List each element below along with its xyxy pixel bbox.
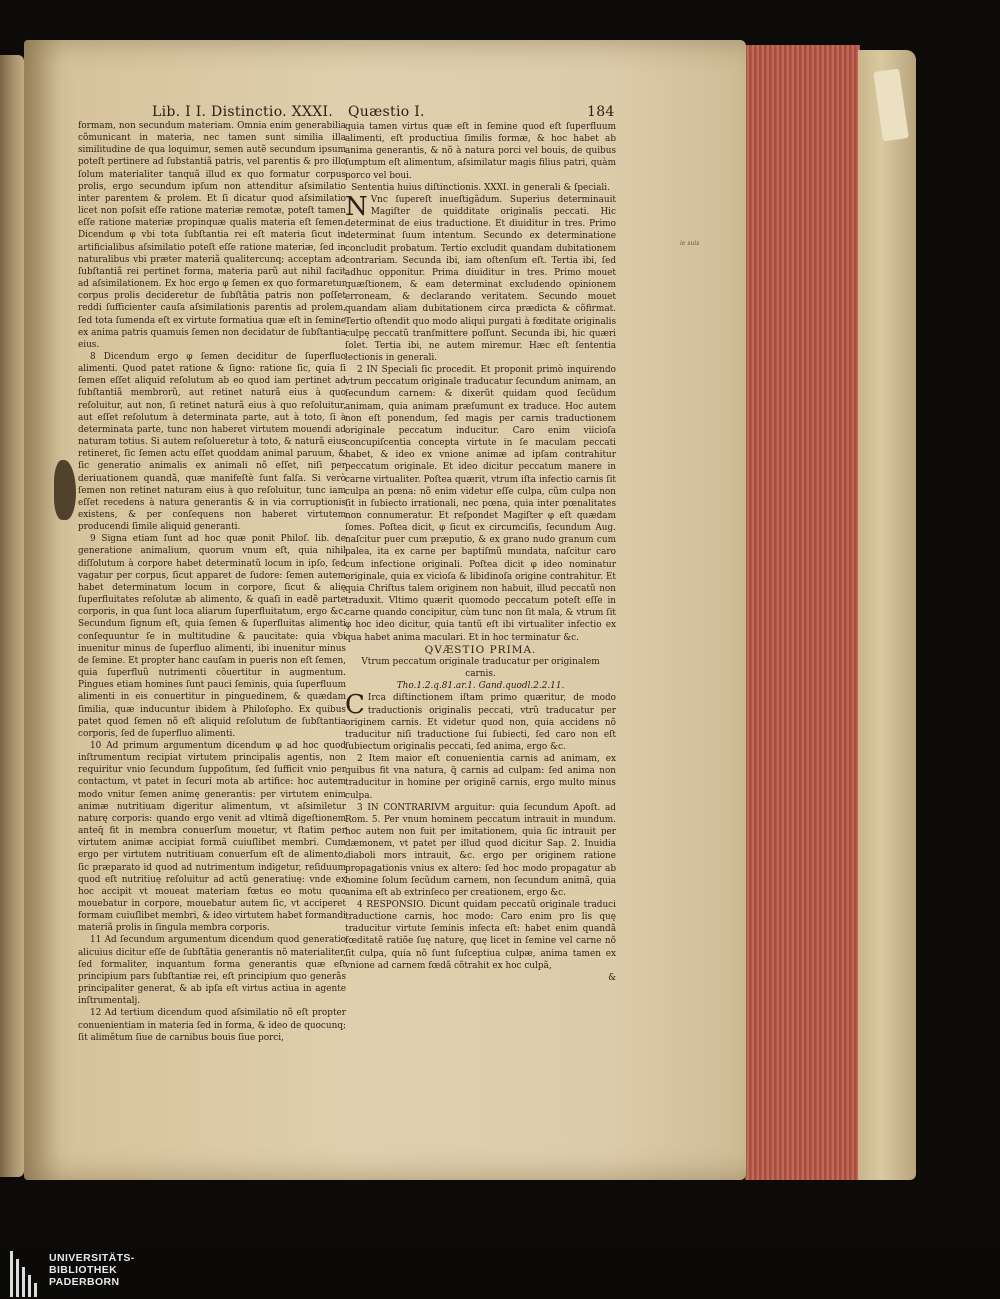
paragraph: 9 Signa etiam ſunt ad hoc quæ ponit Philoſ. lib. de generatione animalium, quorum vnum eſt, quia nihil diſſolutum à corpore habet determinatũ locum in ipſo, ſed vagatur per corpus, ſicut apparet de ſudore: ſemen autem habet determinatum locum in corpore, ſicut & alię ſuperfluitates reſolutæ ab alimento, & quaſi in eadẽ parte corporis, in qua ſunt loca aliarum ſuperfluitatum, ergo &c. Secundum ſignum eſt, quia ſemen & ſuperfluitas alimenti conſequuntur ſe in multitudine & paucitate: quia vbi inuenitur minus de ſuperfluo alimenti, ibi inuenitur minus de ſemine. Et propter hanc cauſam in pueris non eſt ſemen, quia ſuperfluũ nutrimenti cõuertitur in augmentum. Pingues etiam homines ſunt pauci ſeminis, quia ſuperfluum alimenti in eis conuertitur in pinguedinem, & quædam ſimilia, quæ inducuntur ibidem à Philoſopho. Ex quibus patet quod ſemen nõ eſt aliquid reſolutum de ſubſtantia corporis, ſed de ſuperfluo alimenti. <box>78 534 346 739</box>
book-cover-edge <box>858 50 916 1180</box>
question-subtitle: Vtrum peccatum originale traducatur per originalem carnis. <box>361 656 600 680</box>
question-title: QVÆSTIO PRIMA. <box>424 643 537 656</box>
margin-note: ie suis <box>680 240 700 247</box>
paragraph: 2 IN Speciali ſic procedit. Et proponit primò inquirendo vtrum peccatum originale traducatur ſecundum animam, an ſecundum carnem: & dixerũt quidam quod ſecũdum animam, quia animam præſumunt ex traduce. Hoc autem non eſt ponendum, ſed magis per carnis traductionem originale peccatum inducitur. Caro enim viicioſa concupiſcentia concepta virtute in ſe maculam peccati habet, & ideo ex vnione animæ ad ipſam contrahitur peccatum originale. Et ideo dicitur peccatum manere in carne virtualiter. Poſtea quærit, vtrum iſta infectio carnis ſit culpa an pœna: nõ enim videtur eſſe culpa, cũm culpa non ſit in ſubiecto irrationali, nec pœna, quia inter pœnalitates non connumeratur. Et reſpondet Magiſter φ eſt quædam ſomes. Poſtea dicit, φ ſicut ex circumciſis, ſecundum Aug. naſcitur puer cum præputio, & ex grano nudo granum cum palea, ita ex carne per baptiſmũ mundata, naſcitur caro cum infectione originali. Poſtea dicit φ ideo nominatur originale, quia ex vicioſa & libidinoſa origine contrahitur. Et quia Chriſtus talem originem non habuit, illud peccatũ non traduxit. Vltimo quærit quomodo peccatum poteſt eſſe in carne quando concipitur, cùm tunc non ſit mala, & vtrum ſit φ hoc ideo dicitur, quia tantũ eſt ibi virtualiter infectio ex qua habet anima maculari. Et in hoc terminatur &c. <box>345 365 616 643</box>
running-header-right: Quæstio I. <box>348 104 425 120</box>
library-logo-icon <box>10 1248 40 1299</box>
paragraph: 11 Ad ſecundum argumentum dicendum quod generatio alicuius dicitur eſſe de ſubſtãtia generantis nõ materialiter, ſed formaliter, inquantum forma generantis quæ eſt principium pars ſubſtantiæ rei, eſt principium quo generãs principaliter generat, & ab ipſa eſt virtus actiua in agente inſtrumentalj. <box>78 935 346 1007</box>
library-name-line: PADERBORN <box>49 1276 120 1288</box>
footer-bar <box>0 1248 1000 1299</box>
paragraph-text: Vnc ſupereſt inueſtigãdum. Superius determinauit Magiſter de quidditate originalis peccati. Hic determinat de eius traductione. Et diuiditur in tres. Primo determinat ſuum intentum. Secundo ex determinatione concludit probatum. Tertio excludit quandam dubitationem contrariam. Secunda ibi, iam oſtenſum eſt. Tertia ibi, ſed adhuc opponitur. Prima diuiditur in tres. Primo mouet quæſtionem, & eam determinat excludendo opinionem erroneam, & declarando veritatem. Secundo mouet quandam aliam dubitationem circa prædicta & cõfirmat. Tertio oſtendit quo modo aliqui purgati à fœditate originalis culpę peccatũ tranſmittere poſſunt. Secunda ibi, hic quæri ſolet. Tertia ibi, ne autem miremur. Hæc eſt ſententia lectionis in generali. <box>345 194 616 363</box>
drop-cap: N <box>345 191 368 222</box>
left-page-edge <box>0 55 24 1177</box>
section-heading: Sententia huius diſtinctionis. XXXI. in generali & ſpeciali. <box>351 182 610 193</box>
paragraph: quia tamen virtus quæ eſt in ſemine quod eſt ſuperfluum alimenti, eſt productiua ſimilis formæ, & hoc habet ab anima generantis, & nõ à natura porci vel bouis, de quibus ſumptum eſt alimentum, aſsimilatur magis filius patri, quàm porco vel boui. <box>345 122 616 181</box>
paragraph: 10 Ad primum argumentum dicendum φ ad hoc quod inſtrumentum recipiat virtutem principalis agentis, non requiritur vnio ſecundum ſuppoſitum, ſed ſufficit vnio per contactum, vt patet in ſecuri mota ab artifice: hoc autem modo vnitur ſemen animę generantis: per virtutem enim animæ nutritiuam digeritur alimentum, vt aſsimiletur naturę corporis: quando ergo venit ad vltimã digeſtionem anteq̃ fit in membra conuerſum mouetur, vt ſtatim per virtutem animæ accipiat formã cuiuſlibet membri. Cum ergo per virtutem nutritiuam conuerſum eſt de alimento, ſic præparato id quod ad nutrimentum indigetur, reſiduum quod eſt nutritiuę reſoluitur ad actũ generatiuę: vnde ex hoc accipit vt moueat materiam fœtus eo motu quo mouebatur in corpore, mouebatur autem ſic, vt acciperet formam cuiuſlibet membri, & ideo virtutem habet formandi materiã prolis in ſingula membra corporis. <box>78 740 346 934</box>
paragraph-text: Irca diſtinctionem iſtam primo quæritur, de modo traductionis originalis peccati, vtrũ traducatur per originem carnis. Et videtur quod non, quia accidens nõ traducitur niſi traductione ſui ſubiecti, ſed caro non eſt ſubiectum originalis peccati, ſed anima, ergo &c. <box>345 693 616 752</box>
page-stain <box>54 460 76 520</box>
question-reference: Tho.1.2.q.81.ar.1. Gand.quodl.2.2.11. <box>396 681 565 692</box>
paragraph: formam, non secundum materiam. Omnia enim generabilia cõmunicant in materia, nec tamen sunt similia illa similitudine de qua loquimur, semen autẽ secundum ipsum poteſt pertinere ad ſubstantiã patris, vel parentis & pro illo ſolum materialiter tanquã illud ex quo formatur corpus prolis, ergo secundum ipſum non attenditur aſsimilatio inter parentem & prolem. Et ſi dicatur quod aſsimilatio licet non poſsit eſſe ratione materiæ remotæ, poteſt tamen eſſe ratione materiæ propinquæ qualis materia eſt ſemen. Dicendum φ vbi tota ſubſtantia rei eſt materia ſicut in artificialibus aſsimilatio poteſt eſſe ratione materiæ, ſed in naturalibus vbi præter materiã qualitercunq; acceptam ad ſubſtantiã rei pertinet forma, materia parũ aut nihil facit ad aſsimilationem. Ex hoc ergo φ ſemen ex quo formaretur corpus prolis decideretur de ſubſtãtia patris non poſſet reddi ſufficienter cauſa aſsimilationis parentis ad prolem, ſed tota ſumenda eſt ex virtute formatiua quæ eſt in ſemine ex anima patris quamuis ſemen non decidatur de ſubſtantia eius. <box>78 121 346 350</box>
right-column <box>345 121 616 984</box>
paragraph: 2 Item maior eſt conuenientia carnis ad animam, ex quibus fit vna natura, q̃ carnis ad culpam: ſed anima non traducitur in homine per originẽ carnis, ergo multo minus culpa. <box>345 754 616 801</box>
paragraph: 4 RESPONSIO. Dicunt quidam peccatũ originale traduci traductione carnis, hoc modo: Caro enim pro lis quę traducitur virtute ſeminis infecta eſt: habet enim quandã fœditatẽ ratiõe ſuę naturę, quę licet in ſemine vel carne nõ ſit culpa, quia nõ ſunt ſuſceptiua culpæ, anima tamen ex vnione ad carnem fœdã cõtrahit ex hoc culpã, <box>345 900 616 971</box>
paragraph: 8 Dicendum ergo φ ſemen deciditur de ſuperfluo alimenti. Quod patet ratione & ſigno: ratione ſic, quia ſi ſemen eſſet aliquid reſolutum ab eo quod iam pertinet ad ſubſtantiã membrorũ, aut retinet naturã eius à quo reſoluitur, aut non, ſi retinet naturã eius à quo reſoluitur, aut eſſet reſolutum à determinata parte, aut à toto, ſi à determinata parte, tunc non haberet virtutem mouendi ad naturam totius. Si autem reſolueretur à toto, & naturã eius retineret, ſic ſemen actu eſſet quoddam animal paruum, & ſic generatio animalis ex animali nõ eſſet, niſi per deriuationem quandã, quæ manifeſtè ſunt falſa. Si verò ſemen non retinet naturam eius à quo reſoluitur, tunc iam eſſet recedens à natura generantis & in via corruptionis existens, & per conſequens non haberet virtutem producendi ſimile aliquid generanti. <box>78 351 346 533</box>
library-name-line: BIBLIOTHEK <box>49 1264 118 1276</box>
left-column <box>78 120 346 1044</box>
paragraph <box>345 191 616 364</box>
library-name-line: UNIVERSITÄTS- <box>49 1252 135 1264</box>
paragraph <box>345 692 616 753</box>
folio-number: 184 <box>587 104 615 120</box>
drop-cap: C <box>345 690 365 721</box>
running-header-left: Lib. I I. Distinctio. XXXI. <box>152 104 334 120</box>
page-fore-edge <box>745 45 860 1180</box>
library-name <box>49 1252 135 1288</box>
catchword: & <box>608 972 616 983</box>
paragraph: 12 Ad tertium dicendum quod aſsimilatio nõ eſt propter conuenientiam in materia ſed in forma, & ideo de quocunq; ſit alimẽtum ſiue de carnibus bouis ſiue porci, <box>78 1008 346 1043</box>
paragraph: 3 IN CONTRARIVM arguitur: quia ſecundum Apoſt. ad Rom. 5. Per vnum hominem peccatum intrauit in mundum. hoc autem non fuit per imitationem, quia ſic intrauit per dæmonem, vt patet per illud quod dicitur Sap. 2. Inuidia diaboli mors intrauit, &c. ergo per originem ratione propagationis vnius ex altero: ſed hoc modo propagatur ab homine ſolum ſecũdum carnem, non ſecundum animã, quia anima eſt ab extrinſeco per creationem, ergo &c. <box>345 802 616 898</box>
